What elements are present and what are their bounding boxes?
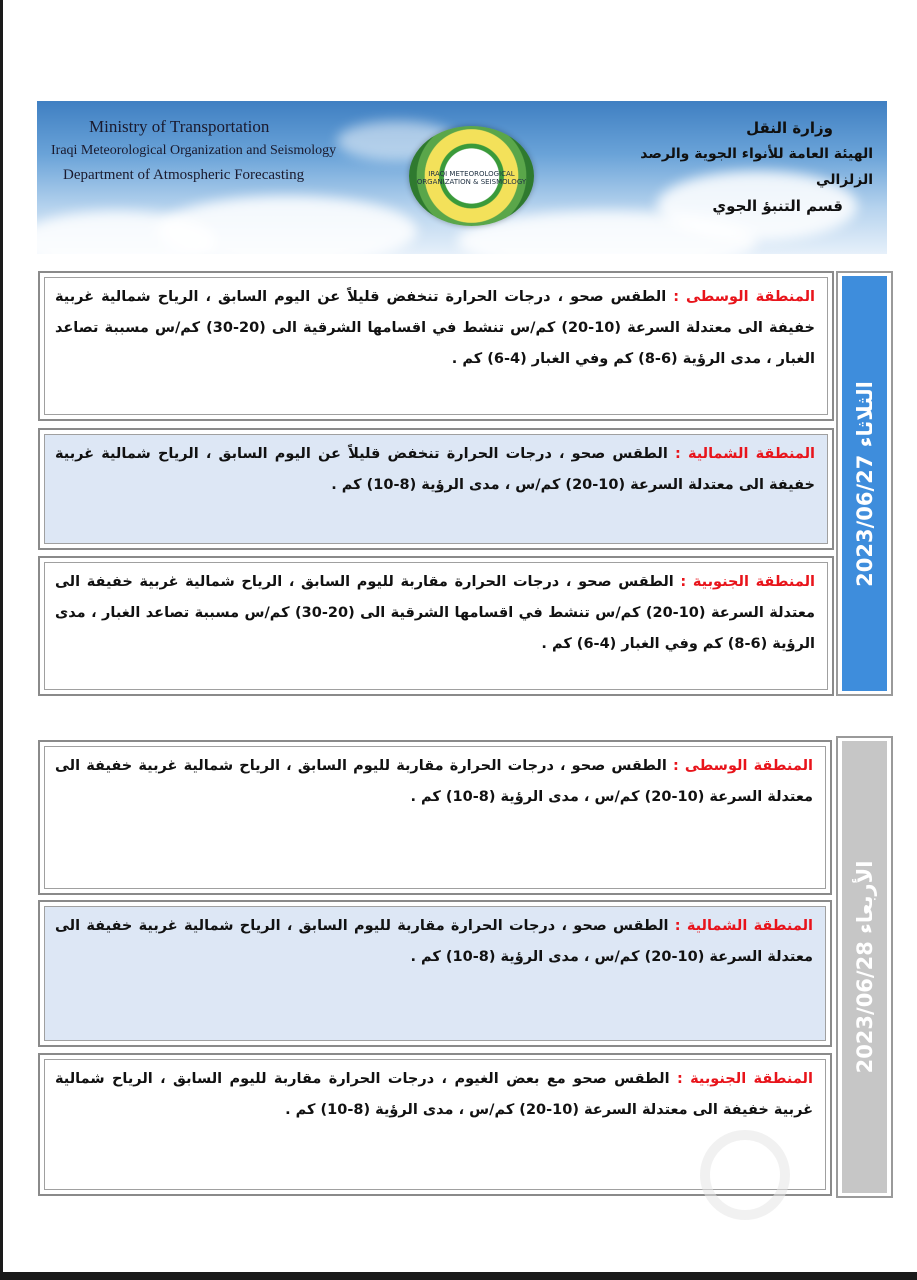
forecast-text: الطقس صحو ، درجات الحرارة مقاربة لليوم السابق ، الرياح شمالية غربية خفيفة الى معتدلة السرعة (10-20) كم/س ، مدى الرؤية (8-10) كم . [55,758,813,805]
forecast-row [38,740,832,895]
forecast-row [38,428,834,550]
forecast-text: الطقس صحو ، درجات الحرارة مقاربة لليوم السابق ، الرياح شمالية غربية خفيفة الى معتدلة السرعة (10-20) كم/س تنشط في اقسامها الشرقية الى (20-30) كم/س مسببة تصاعد الغبار ، مدى الرؤية (6-8) كم وفي الغبار (4-6) كم . [55,574,815,652]
forecast-text: الطقس صحو ، درجات الحرارة تنخفض قليلاً عن اليوم السابق ، الرياح شمالية غربية خفيفة الى معتدلة السرعة (10-20) كم/س تنشط في اقسامها الشرقية الى (20-30) كم/س مسببة تصاعد الغبار ، مدى الرؤية (6-8) كم وفي الغبار (4-6) كم . [55,289,815,367]
region-name: المنطقة الجنوبية : [680,574,815,590]
region-name: المنطقة الشمالية : [675,446,815,462]
logo-text: IRAQI METEOROLOGICAL ORGANIZATION & SEISMOLOGY [416,170,527,186]
forecast-text: الطقس صحو مع بعض الغيوم ، درجات الحرارة مقاربة لليوم السابق ، الرياح شمالية غربية خفيفة الى معتدلة السرعة (10-20) كم/س ، مدى الرؤية (8-10) كم . [55,1071,813,1118]
forecast-row [38,556,834,696]
region-name: المنطقة الجنوبية : [676,1071,813,1087]
organization-name-en: Iraqi Meteorological Organization and Seismology [51,143,337,158]
arabic-header [613,115,873,219]
organization-logo [409,126,534,226]
day-date-label: الأربعاء 2023/06/28 [852,860,877,1074]
region-name: المنطقة الوسطى : [673,289,815,305]
day-date-sidebar [836,736,893,1198]
department-name-ar: قسم التنبؤ الجوي [712,197,843,215]
region-name: المنطقة الوسطى : [672,758,813,774]
watermark-icon [700,1130,790,1220]
ministry-name-en: Ministry of Transportation [89,117,270,136]
page-edge [0,0,3,1272]
forecast-row [38,900,832,1047]
day-date-sidebar [836,271,893,696]
ministry-name-ar: وزارة النقل [746,119,833,137]
page-bottom-edge [0,1272,917,1280]
english-header [51,115,351,187]
forecast-text: الطقس صحو ، درجات الحرارة تنخفض قليلاً عن اليوم السابق ، الرياح شمالية غربية خفيفة الى معتدلة السرعة (10-20) كم/س ، مدى الرؤية (8-10) كم . [55,446,815,493]
region-name: المنطقة الشمالية : [674,918,813,934]
header-banner [37,101,887,254]
day-date-label: الثلاثاء 2023/06/27 [852,380,877,587]
organization-name-ar: الهيئة العامة للأنواء الجوية والرصد الزلزالي [640,146,873,188]
department-name-en: Department of Atmospheric Forecasting [63,167,305,183]
forecast-row [38,271,834,421]
forecast-text: الطقس صحو ، درجات الحرارة مقاربة لليوم السابق ، الرياح شمالية غربية خفيفة الى معتدلة السرعة (10-20) كم/س ، مدى الرؤية (8-10) كم . [55,918,813,965]
